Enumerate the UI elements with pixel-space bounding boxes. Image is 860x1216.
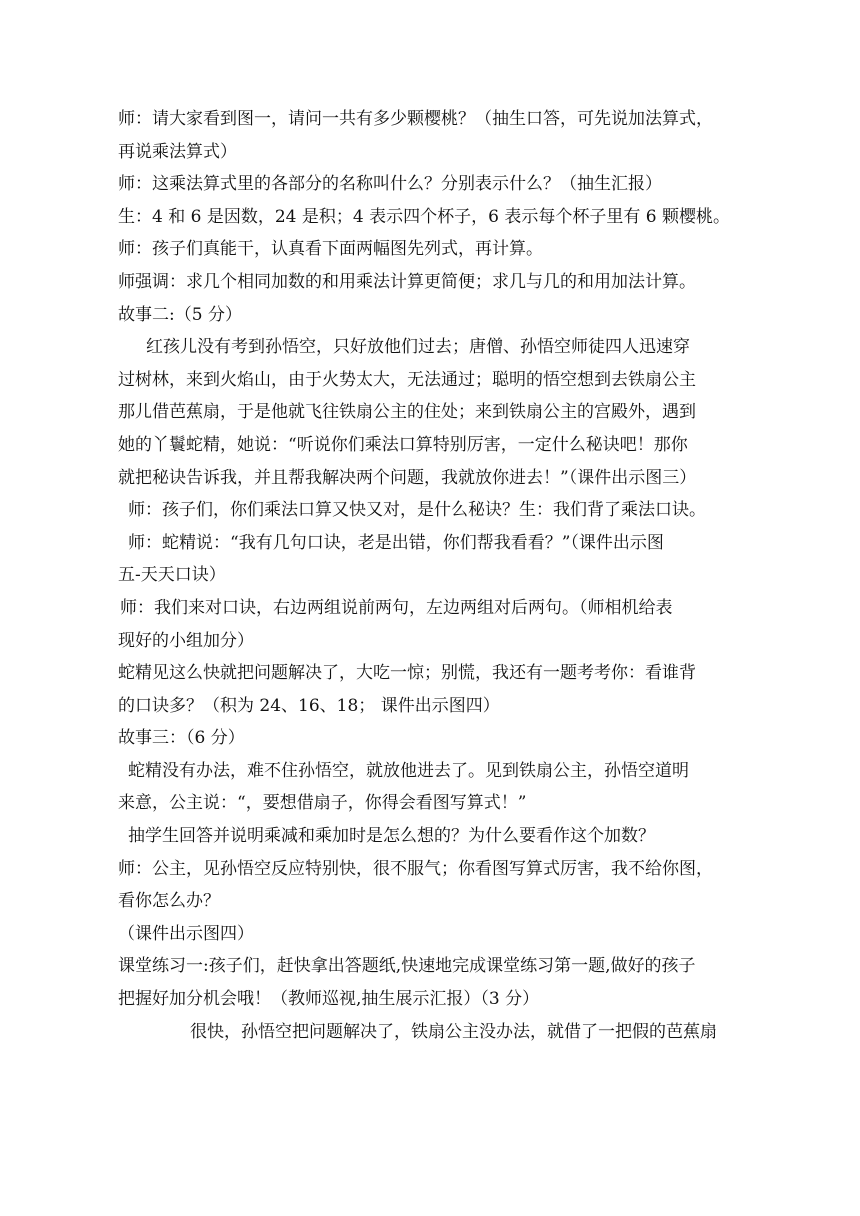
text-line-4: 生：4 和 6 是因数，24 是积；4 表示四个杯子，6 表示每个杯子里有 6 颗樱桃。 [118, 206, 730, 227]
text-line-13: 师：孩子们，你们乘法口算又快又对，是什么秘诀？生：我们背了乘法口诀。 [128, 500, 706, 521]
text-line-11: 她的丫鬟蛇精，她说：“听说你们乘法口算特别厉害，一定什么秘诀吧！那你 [118, 434, 688, 455]
section-heading-story-2: 故事二:（5 分） [118, 304, 242, 325]
text-line-15: 五-天天口诀） [118, 565, 226, 586]
text-line-14: 师：蛇精说：“我有几句口诀，老是出错，你们帮我看看？”（课件出示图 [128, 532, 664, 553]
text-line-9: 过树林，来到火焰山，由于火势太大，无法通过；聪明的悟空想到去铁扇公主 [118, 369, 696, 390]
text-line-3: 师：这乘法算式里的各部分的名称叫什么？分别表示什么？（抽生汇报） [118, 174, 662, 195]
text-line-26: （课件出示图四） [118, 923, 254, 944]
text-line-16: 师：我们来对口诀，右边两组说前两句，左边两组对后两句。（师相机给表 [120, 597, 673, 618]
text-line-8: 红孩儿没有考到孙悟空，只好放他们过去；唐僧、孙悟空师徒四人迅速穿 [146, 337, 690, 358]
text-line-25: 看你怎么办？ [118, 891, 220, 912]
text-line-2: 再说乘法算式） [118, 141, 237, 162]
text-line-12: 就把秘诀告诉我，并且帮我解决两个问题，我就放你进去！”（课件出示图三） [118, 467, 697, 488]
text-line-24: 师：公主，见孙悟空反应特别快，很不服气；你看图写算式厉害，我不给你图， [118, 858, 713, 879]
text-line-29: 很快，孙悟空把问题解决了，铁扇公主没办法，就借了一把假的芭蕉扇 [190, 1021, 717, 1042]
text-line-21: 蛇精没有办法，难不住孙悟空，就放他进去了。见到铁扇公主，孙悟空道明 [128, 760, 689, 781]
text-line-23: 抽学生回答并说明乘减和乘加时是怎么想的？为什么要看作这个加数？ [128, 826, 655, 847]
text-line-6: 师强调：求几个相同加数的和用乘法计算更简便；求几与几的和用加法计算。 [118, 271, 696, 292]
text-line-10: 那儿借芭蕉扇，于是他就飞往铁扇公主的住处；来到铁扇公主的宫殿外，遇到 [118, 402, 696, 423]
text-line-22: 来意，公主说：“，要想借扇子，你得会看图写算式！” [118, 793, 527, 814]
text-line-1: 师：请大家看到图一，请问一共有多少颗樱桃？（抽生口答，可先说加法算式， [118, 109, 713, 129]
section-heading-story-3: 故事三：（6 分） [118, 728, 245, 749]
document-body [118, 103, 740, 1048]
text-line-19: 的口诀多？（积为 24、16、18； 课件出示图四） [118, 695, 500, 716]
text-line-17: 现好的小组加分） [118, 630, 254, 651]
text-line-18: 蛇精见这么快就把问题解决了，大吃一惊；别慌，我还有一题考考你：看谁背 [118, 663, 696, 684]
text-line-27: 课堂练习一:孩子们，赶快拿出答题纸,快速地完成课堂练习第一题,做好的孩子 [118, 956, 696, 977]
text-line-5: 师：孩子们真能干，认真看下面两幅图先列式，再计算。 [118, 239, 543, 260]
text-line-28: 把握好加分机会哦！（教师巡视,抽生展示汇报）（3 分） [118, 989, 540, 1010]
